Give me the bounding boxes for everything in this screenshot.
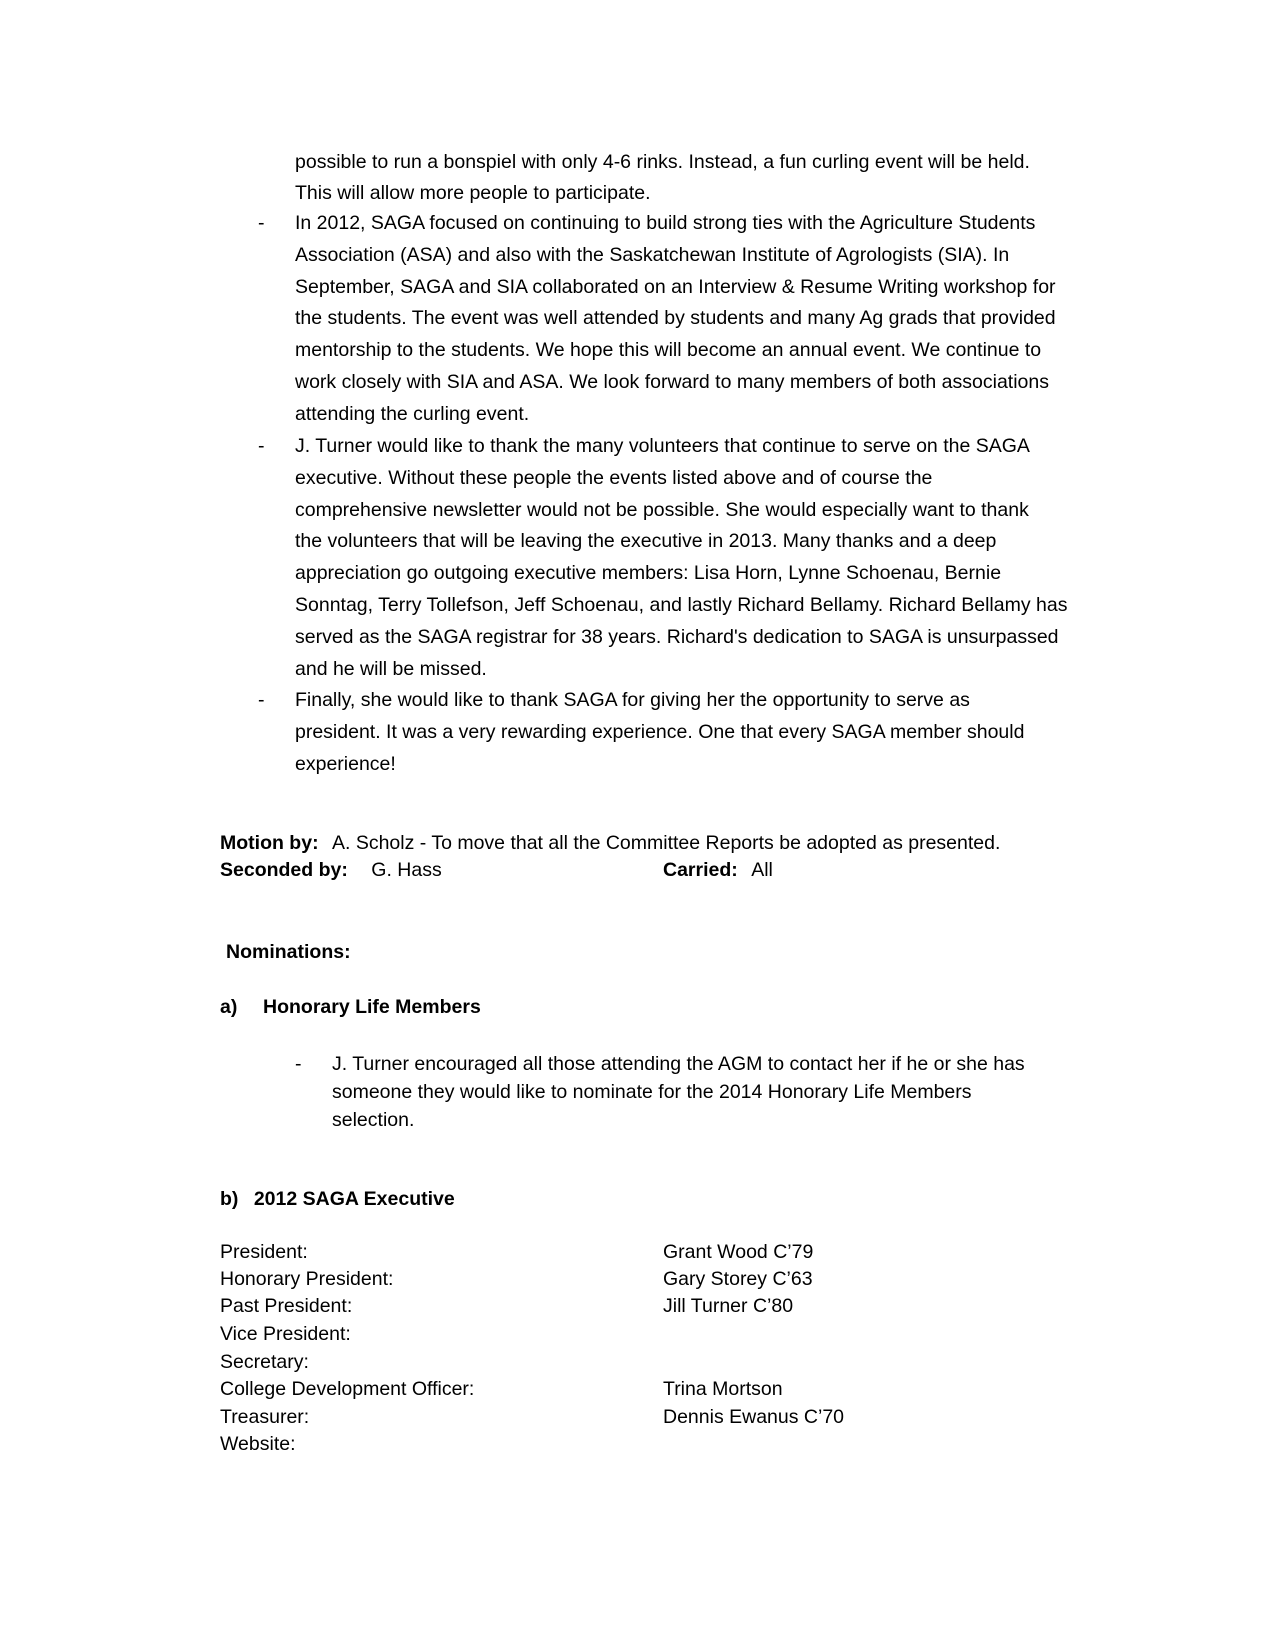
section-b-heading	[220, 1185, 455, 1213]
member-name: Grant Wood C’79	[663, 1241, 814, 1263]
role-label: Vice President:	[220, 1323, 351, 1345]
text-line: work closely with SIA and ASA. We look forward to many members of both associations	[295, 370, 1049, 393]
text-line: experience!	[295, 752, 396, 775]
carried-text: All	[751, 859, 773, 881]
section-a-heading	[220, 993, 237, 1021]
role-label: Website:	[220, 1433, 296, 1455]
section-b-title: 2012 SAGA Executive	[253, 1188, 455, 1210]
member-name: Trina Mortson	[663, 1378, 783, 1400]
role-label: Past President:	[220, 1295, 353, 1317]
text-line: J. Turner would like to thank the many volunteers that continue to serve on the SAGA	[295, 435, 1030, 457]
seconded-line	[220, 856, 442, 884]
role-label: College Development Officer:	[220, 1378, 475, 1400]
section-a-title-text: Honorary Life Members	[263, 996, 481, 1018]
role-label: Treasurer:	[220, 1406, 310, 1428]
bullet-dash: -	[295, 1053, 302, 1075]
carried-label: Carried:	[663, 859, 738, 881]
motion-text: A. Scholz - To move that all the Committee Reports be adopted as presented.	[331, 832, 1001, 854]
text-line: president. It was a very rewarding experience. One that every SAGA member should	[295, 720, 1025, 743]
text-line: This will allow more people to participate.	[295, 182, 651, 204]
section-marker: a)	[220, 996, 238, 1018]
text-line: In 2012, SAGA focused on continuing to build strong ties with the Agriculture Students	[295, 212, 1036, 234]
motion-line	[220, 829, 1000, 857]
text-line: the students. The event was well attended by students and many Ag grads that provided	[295, 307, 1056, 330]
text-line: Association (ASA) and also with the Saskatchewan Institute of Agrologists (SIA). In	[295, 243, 1010, 266]
seconded-label: Seconded by:	[220, 859, 348, 881]
bullet-text	[295, 431, 1125, 685]
text-line: and he will be missed.	[295, 657, 487, 680]
bullet-text	[295, 208, 1125, 431]
role-label: Honorary President:	[220, 1268, 394, 1290]
motion-label: Motion by:	[220, 832, 319, 854]
member-name: Gary Storey C’63	[663, 1268, 813, 1290]
text-line: attending the curling event.	[295, 402, 530, 425]
bullet-text	[295, 685, 1125, 780]
seconded-text: G. Hass	[371, 859, 442, 881]
section-a-title	[263, 993, 481, 1021]
bullet-dash: -	[258, 212, 265, 234]
text-line: J. Turner encouraged all those attending the AGM to contact her if he or she has	[332, 1053, 1025, 1075]
text-line: comprehensive newsletter would not be possible. She would especially want to thank	[295, 498, 1029, 521]
text-line: the volunteers that will be leaving the executive in 2013. Many thanks and a deep	[295, 530, 997, 553]
role-label: President:	[220, 1241, 308, 1263]
text-line: served as the SAGA registrar for 38 years. Richard's dedication to SAGA is unsurpassed	[295, 625, 1059, 648]
text-line: Finally, she would like to thank SAGA for giving her the opportunity to serve as	[295, 689, 970, 711]
text-line: selection.	[332, 1109, 415, 1131]
bullet-text	[332, 1050, 1025, 1134]
text-line: Sonntag, Terry Tollefson, Jeff Schoenau, and lastly Richard Bellamy. Richard Bellamy has	[295, 593, 1068, 616]
nominations-heading-text: Nominations:	[226, 941, 351, 963]
member-name: Dennis Ewanus C’70	[663, 1406, 845, 1428]
text-line: possible to run a bonspiel with only 4-6 rinks. Instead, a fun curling event will be held.	[295, 151, 1030, 173]
section-marker: b)	[220, 1188, 239, 1210]
role-label: Secretary:	[220, 1351, 309, 1373]
bullet-dash: -	[258, 435, 265, 457]
bullet-dash: -	[258, 689, 265, 711]
carried-field	[663, 856, 773, 884]
text-line: executive. Without these people the events listed above and of course the	[295, 466, 933, 489]
member-name: Jill Turner C’80	[663, 1295, 794, 1317]
text-line: September, SAGA and SIA collaborated on an Interview & Resume Writing workshop for	[295, 275, 1056, 298]
text-line: someone they would like to nominate for the 2014 Honorary Life Members	[332, 1081, 972, 1103]
nominations-heading	[226, 938, 351, 966]
text-line: mentorship to the students. We hope this will become an annual event. We continue to	[295, 339, 1042, 362]
text-line: appreciation go outgoing executive members: Lisa Horn, Lynne Schoenau, Bernie	[295, 562, 1002, 585]
